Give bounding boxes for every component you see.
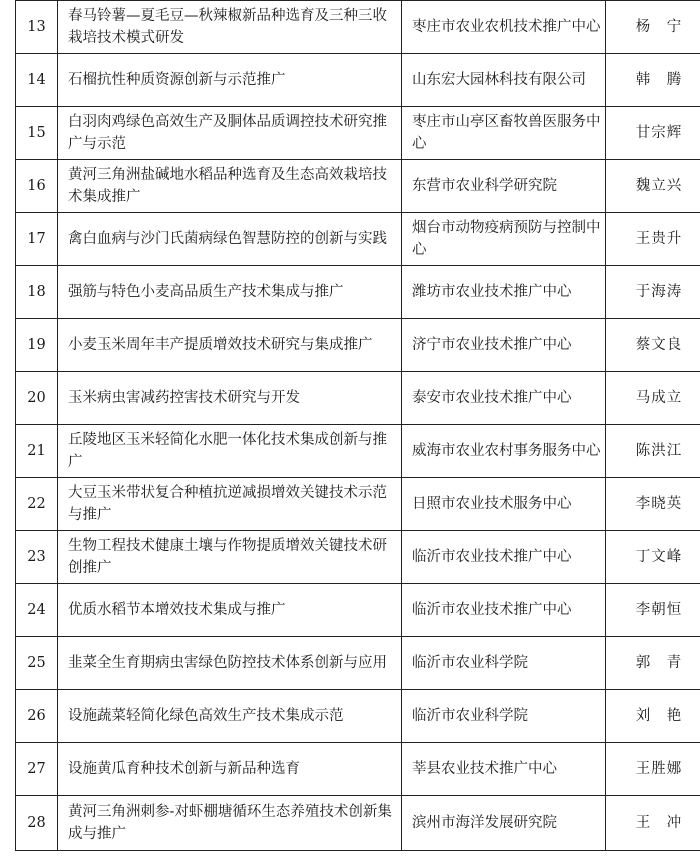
project-name: 生物工程技术健康土壤与作物提质增效关键技术研创推广 — [58, 531, 402, 584]
table-row — [16, 637, 700, 690]
project-name: 强筋与特色小麦高品质生产技术集成与推广 — [58, 266, 402, 319]
table-row — [16, 54, 700, 107]
row-number: 17 — [16, 213, 58, 266]
table-row — [16, 266, 700, 319]
table-row — [16, 531, 700, 584]
row-number: 27 — [16, 743, 58, 796]
unit-name: 莘县农业技术推广中心 — [402, 743, 606, 796]
table-row — [16, 743, 700, 796]
project-name: 石榴抗性种质资源创新与示范推广 — [58, 54, 402, 107]
unit-name: 滨州市海洋发展研究院 — [402, 796, 606, 851]
row-number: 22 — [16, 478, 58, 531]
person-name: 韩 腾 — [606, 54, 700, 107]
table-row — [16, 1, 700, 54]
unit-name: 临沂市农业科学院 — [402, 690, 606, 743]
row-number: 24 — [16, 584, 58, 637]
table-row — [16, 372, 700, 425]
project-name: 设施黄瓜育种技术创新与新品种选育 — [58, 743, 402, 796]
row-number: 19 — [16, 319, 58, 372]
person-name: 李朝恒 — [606, 584, 700, 637]
project-name: 小麦玉米周年丰产提质增效技术研究与集成推广 — [58, 319, 402, 372]
unit-name: 威海市农业农村事务服务中心 — [402, 425, 606, 478]
project-name: 黄河三角洲盐碱地水稻品种选育及生态高效栽培技术集成推广 — [58, 160, 402, 213]
row-number: 15 — [16, 107, 58, 160]
unit-name: 临沂市农业技术推广中心 — [402, 531, 606, 584]
award-table-body — [16, 1, 700, 851]
unit-name: 山东宏大园林科技有限公司 — [402, 54, 606, 107]
person-name: 甘宗辉 — [606, 107, 700, 160]
unit-name: 东营市农业科学研究院 — [402, 160, 606, 213]
row-number: 28 — [16, 796, 58, 851]
person-name: 刘 艳 — [606, 690, 700, 743]
row-number: 13 — [16, 1, 58, 54]
row-number: 25 — [16, 637, 58, 690]
table-row — [16, 478, 700, 531]
unit-name: 济宁市农业技术推广中心 — [402, 319, 606, 372]
unit-name: 临沂市农业技术推广中心 — [402, 584, 606, 637]
unit-name: 日照市农业技术服务中心 — [402, 478, 606, 531]
person-name: 蔡文良 — [606, 319, 700, 372]
person-name: 王胜娜 — [606, 743, 700, 796]
person-name: 王 冲 — [606, 796, 700, 851]
table-row — [16, 584, 700, 637]
table-row — [16, 107, 700, 160]
row-number: 16 — [16, 160, 58, 213]
award-table — [15, 0, 700, 851]
project-name: 韭菜全生育期病虫害绿色防控技术体系创新与应用 — [58, 637, 402, 690]
project-name: 优质水稻节本增效技术集成与推广 — [58, 584, 402, 637]
person-name: 王贵升 — [606, 213, 700, 266]
row-number: 26 — [16, 690, 58, 743]
table-row — [16, 213, 700, 266]
table-row — [16, 690, 700, 743]
table-row — [16, 319, 700, 372]
person-name: 李晓英 — [606, 478, 700, 531]
person-name: 魏立兴 — [606, 160, 700, 213]
row-number: 20 — [16, 372, 58, 425]
unit-name: 泰安市农业技术推广中心 — [402, 372, 606, 425]
person-name: 于海涛 — [606, 266, 700, 319]
person-name: 郭 青 — [606, 637, 700, 690]
table-row — [16, 796, 700, 851]
project-name: 丘陵地区玉米轻简化水肥一体化技术集成创新与推广 — [58, 425, 402, 478]
project-name: 黄河三角洲刺参-对虾棚塘循环生态养殖技术创新集成与推广 — [58, 796, 402, 851]
unit-name: 潍坊市农业技术推广中心 — [402, 266, 606, 319]
unit-name: 烟台市动物疫病预防与控制中心 — [402, 213, 606, 266]
row-number: 18 — [16, 266, 58, 319]
row-number: 23 — [16, 531, 58, 584]
table-row — [16, 160, 700, 213]
unit-name: 枣庄市农业农机技术推广中心 — [402, 1, 606, 54]
project-name: 禽白血病与沙门氏菌病绿色智慧防控的创新与实践 — [58, 213, 402, 266]
person-name: 杨 宁 — [606, 1, 700, 54]
person-name: 陈洪江 — [606, 425, 700, 478]
project-name: 玉米病虫害减药控害技术研究与开发 — [58, 372, 402, 425]
project-name: 白羽肉鸡绿色高效生产及胴体品质调控技术研究推广与示范 — [58, 107, 402, 160]
person-name: 丁文峰 — [606, 531, 700, 584]
project-name: 大豆玉米带状复合种植抗逆减损增效关键技术示范与推广 — [58, 478, 402, 531]
project-name: 设施蔬菜轻简化绿色高效生产技术集成示范 — [58, 690, 402, 743]
person-name: 马成立 — [606, 372, 700, 425]
unit-name: 枣庄市山亭区畜牧兽医服务中心 — [402, 107, 606, 160]
row-number: 14 — [16, 54, 58, 107]
row-number: 21 — [16, 425, 58, 478]
project-name: 春马铃薯—夏毛豆—秋辣椒新品种选育及三种三收栽培技术模式研发 — [58, 1, 402, 54]
table-row — [16, 425, 700, 478]
unit-name: 临沂市农业科学院 — [402, 637, 606, 690]
